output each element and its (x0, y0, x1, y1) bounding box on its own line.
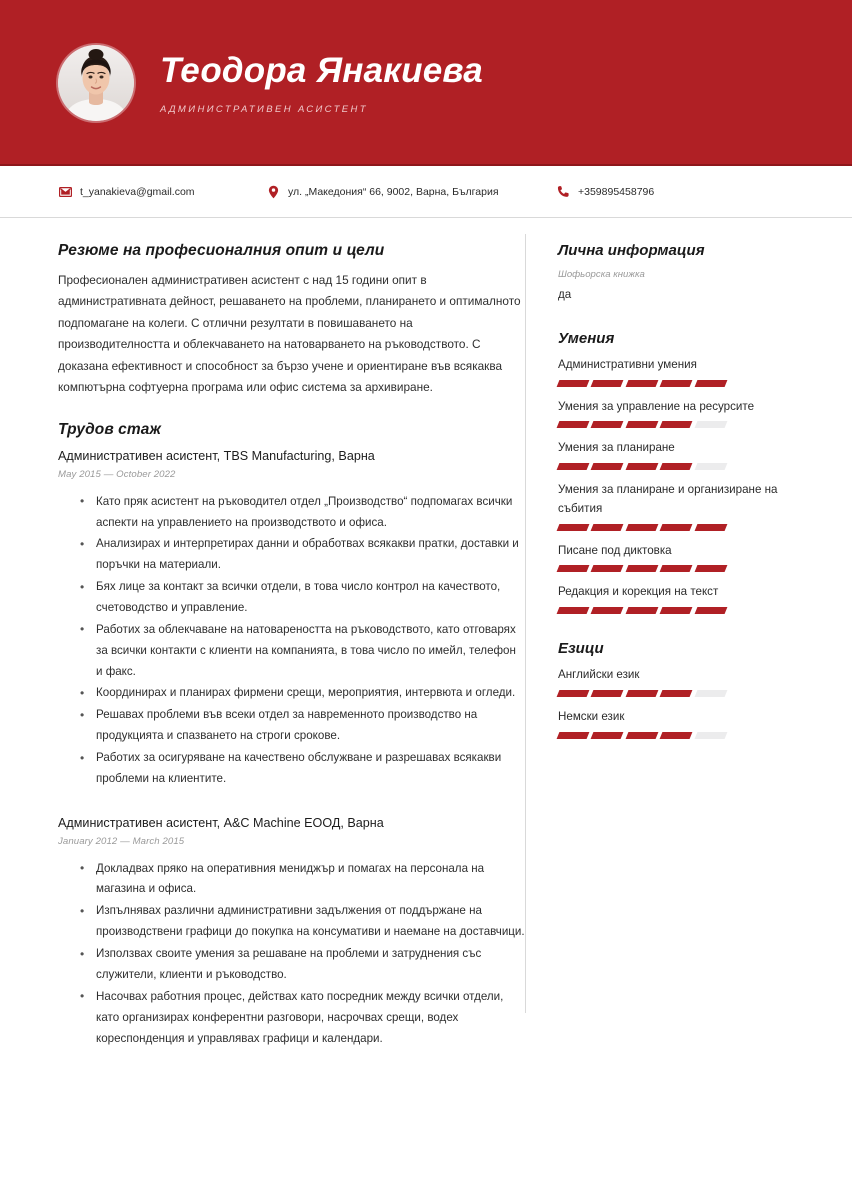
map-pin-icon (266, 185, 280, 199)
summary-text: Професионален административен асистент с над 15 години опит в административната дейност, решаването на проблеми, планирането и оптималното подпомагане на колеги. С отлични резултати в повишаването на производителността и облекчаването на натоварването на ръководството. С доказана ефективност и способност за бързо учене и ориентиране във всякаква компютърна софтуерна програма или офис система за архивиране. (58, 273, 521, 395)
rating-segment (591, 524, 624, 531)
skill-name: Умения за планиране (558, 441, 675, 455)
skills-block (558, 330, 822, 614)
rating-segment (557, 732, 590, 739)
bullet-item: • Насочвах работния процес, действах като посредник между всички отдели, като организирах конферентни разговори, насрочвах срещи, водех кореспонденция и управлявах графици и календари. (80, 987, 525, 1050)
skill-rating (558, 380, 726, 387)
rating-segment (591, 732, 624, 739)
bullet-item: • Анализирах и интерпретирах данни и обработвах всякакви пратки, доставки и поръчки на материали. (80, 534, 525, 576)
rating-segment (660, 607, 693, 614)
rating-segment (660, 565, 693, 572)
personal-info-item (558, 268, 822, 304)
skill-rating (558, 524, 726, 531)
languages-block (558, 640, 822, 739)
rating-segment (625, 421, 658, 428)
rating-segment (557, 565, 590, 572)
rating-segment (625, 380, 658, 387)
rating-segment (557, 607, 590, 614)
sidebar (526, 218, 852, 1053)
rating-segment (660, 463, 693, 470)
rating-segment (557, 380, 590, 387)
rating-segment (694, 732, 727, 739)
job-dates: May 2015 — October 2022 (58, 468, 176, 480)
rating-segment (557, 690, 590, 697)
candidate-name: Теодора Янакиева (160, 51, 483, 91)
rating-segment (625, 463, 658, 470)
rating-segment (625, 690, 658, 697)
experience-title: Трудов стаж (58, 420, 162, 438)
bullet-item: • Бях лице за контакт за всички отдели, в това число контрол на качеството, счетоводство и управление. (80, 577, 525, 619)
bullet-item: • Използвах своите умения за решаване на проблеми и затруднения със служители, клиенти и ръководство. (80, 944, 525, 986)
job-entry (58, 814, 525, 1050)
job-title: Административен асистент, A&C Machine ЕООД, Варна (58, 815, 384, 830)
skill-item (558, 481, 822, 531)
rating-segment (591, 607, 624, 614)
rating-segment (591, 463, 624, 470)
rating-segment (660, 732, 693, 739)
rating-segment (660, 524, 693, 531)
job-entry (58, 447, 525, 790)
cv-body (0, 218, 852, 1053)
rating-segment (557, 421, 590, 428)
contact-bar (0, 166, 852, 218)
bullet-item: • Работих за облекчаване на натовареността на ръководството, като отговарях за всички контакти с клиенти на компанията, в това число по имейл, телефон и факс. (80, 620, 525, 683)
portrait-photo-icon (58, 45, 134, 121)
rating-segment (557, 524, 590, 531)
job-dates: January 2012 — March 2015 (58, 835, 185, 847)
avatar (58, 45, 134, 121)
bullet-item: • Изпълнявах различни административни задължения от поддържане на производствени графици до покупка на консумативи и наемане на доставчици. (80, 901, 525, 943)
experience-section (58, 421, 525, 1050)
rating-segment (557, 463, 590, 470)
skill-item (558, 583, 822, 614)
personal-info-title: Лична информация (558, 242, 705, 259)
header-text (160, 51, 483, 115)
skill-item (558, 356, 822, 387)
summary-title: Резюме на професионалния опит и цели (58, 242, 385, 259)
skill-name: Умения за управление на ресурсите (558, 399, 755, 413)
bullet-item: • Решавах проблеми във всеки отдел за навременното производство на продукцията и спазването на строги срокове. (80, 705, 525, 747)
skill-item (558, 542, 822, 573)
skill-rating (558, 565, 726, 572)
main-column (0, 218, 525, 1053)
job-bullets (58, 859, 525, 1050)
language-rating (558, 690, 726, 697)
language-item (558, 708, 822, 739)
skill-name: Административни умения (558, 357, 697, 371)
bullet-item: • Като пряк асистент на ръководител отдел „Производство“ подпомагах всички аспекти на управлението на производството и офиса. (80, 492, 525, 534)
contact-phone-text: +359895458796 (578, 185, 655, 198)
rating-segment (694, 690, 727, 697)
skill-name: Писане под диктовка (558, 543, 672, 557)
rating-segment (591, 690, 624, 697)
rating-segment (625, 607, 658, 614)
rating-segment (660, 421, 693, 428)
personal-info-label: Шофьорска книжка (558, 269, 645, 280)
skill-rating (558, 421, 726, 428)
phone-icon (556, 185, 570, 199)
contact-email-text: t_yanakieva@gmail.com (80, 185, 195, 198)
job-title: Административен асистент, TBS Manufacturing, Варна (58, 448, 375, 463)
rating-segment (660, 380, 693, 387)
rating-segment (625, 524, 658, 531)
skill-rating (558, 463, 726, 470)
rating-segment (694, 463, 727, 470)
rating-segment (625, 565, 658, 572)
languages-title: Езици (558, 640, 604, 658)
skill-item (558, 439, 822, 470)
personal-info-value: да (558, 288, 572, 302)
cv-header (0, 0, 852, 166)
language-name: Английски език (558, 668, 640, 682)
summary-section (58, 242, 525, 399)
rating-segment (694, 565, 727, 572)
skill-rating (558, 607, 726, 614)
rating-segment (591, 380, 624, 387)
rating-segment (694, 607, 727, 614)
rating-segment (625, 732, 658, 739)
bullet-item: • Работих за осигуряване на качествено обслужване и разрешавах всякакви проблеми на клиентите. (80, 748, 525, 790)
envelope-icon (58, 185, 72, 199)
skills-title: Умения (558, 329, 615, 347)
bullet-item: • Координирах и планирах фирмени срещи, мероприятия, интервюта и огледи. (80, 683, 525, 704)
skill-name: Умения за планиране и организиране на събития (558, 483, 778, 515)
job-bullets (58, 492, 525, 790)
rating-segment (660, 690, 693, 697)
candidate-role: АДМИНИСТРАТИВЕН АСИСТЕНТ (160, 103, 369, 115)
skill-item (558, 398, 822, 429)
contact-address-text: ул. „Македония“ 66, 9002, Варна, България (288, 185, 499, 198)
contact-address (266, 185, 556, 199)
personal-info-block (558, 242, 822, 304)
contact-phone[interactable] (556, 185, 654, 199)
rating-segment (694, 524, 727, 531)
contact-email[interactable] (58, 185, 266, 199)
rating-segment (591, 421, 624, 428)
language-item (558, 666, 822, 697)
bullet-item: • Докладвах пряко на оперативния мениджър и помагах на персонала на магазина и офиса. (80, 859, 525, 901)
rating-segment (694, 421, 727, 428)
skill-name: Редакция и корекция на текст (558, 585, 719, 599)
rating-segment (694, 380, 727, 387)
language-rating (558, 732, 726, 739)
language-name: Немски език (558, 710, 625, 724)
rating-segment (591, 565, 624, 572)
